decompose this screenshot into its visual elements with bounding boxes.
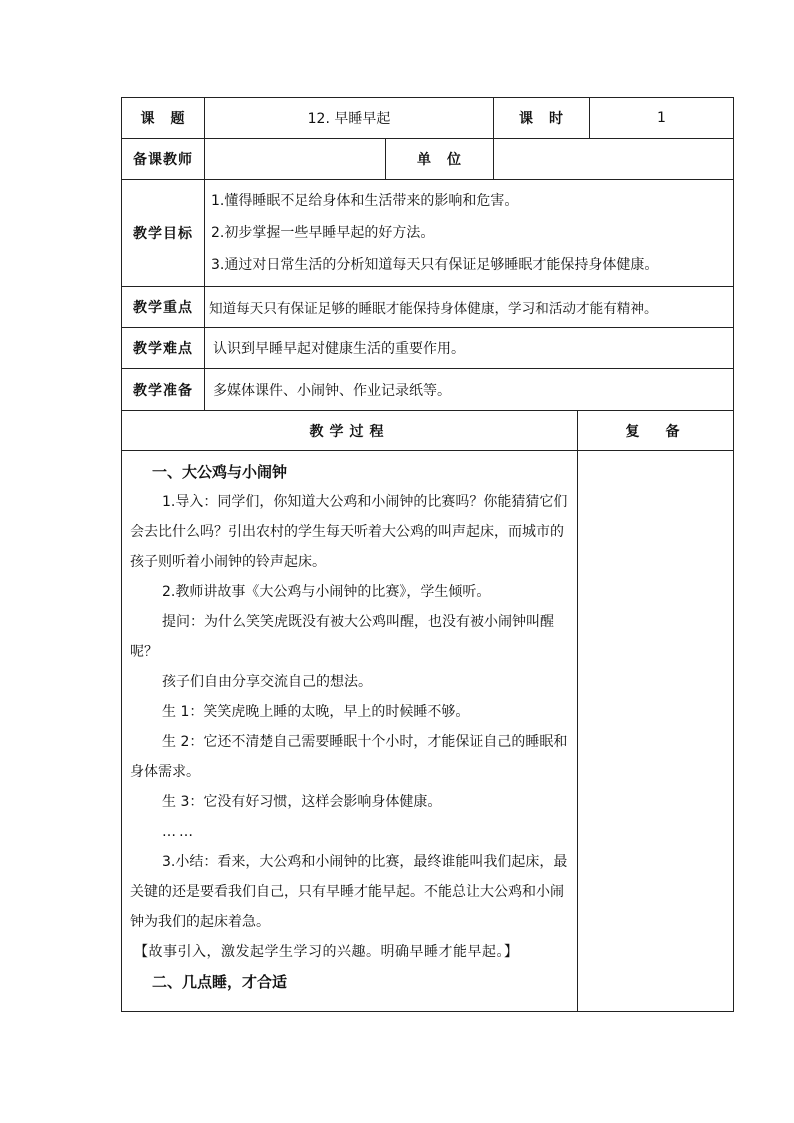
teacher-row <box>122 139 734 180</box>
goal-item: 1.懂得睡眠不足给身体和生活带来的影响和危害。 <box>211 193 519 209</box>
unit-value <box>494 139 734 180</box>
preparation-row <box>122 369 734 411</box>
keypoint-row <box>122 287 734 328</box>
process-paragraph: 生 2：它还不清楚自己需要睡眠十个小时，才能保证自己的睡眠和身体需求。 <box>130 734 568 780</box>
topic-label: 课 题 <box>122 98 205 139</box>
process-paragraph: 提问：为什么笑笑虎既没有被大公鸡叫醒，也没有被小闹钟叫醒呢？ <box>130 614 554 660</box>
process-content <box>122 451 578 1012</box>
lesson-info-table <box>121 97 734 411</box>
section-title: 二、几点睡，才合适 <box>152 973 288 991</box>
process-paragraph: 孩子们自由分享交流自己的想法。 <box>162 674 372 690</box>
keypoint-label: 教学重点 <box>122 287 205 328</box>
ellipsis: …… <box>162 824 196 840</box>
teacher-label: 备课教师 <box>122 139 205 180</box>
difficulty-value: 认识到早睡早起对健康生活的重要作用。 <box>205 328 734 369</box>
process-paragraph: 生 3：它没有好习惯，这样会影响身体健康。 <box>162 794 442 810</box>
review-column <box>578 451 734 1012</box>
unit-label: 单 位 <box>386 139 494 180</box>
preparation-label: 教学准备 <box>122 369 205 411</box>
process-paragraph: 生 1：笑笑虎晚上睡的太晚，早上的时候睡不够。 <box>162 704 470 720</box>
goal-item: 2.初步掌握一些早睡早起的好方法。 <box>211 225 435 241</box>
summary-paragraph: 3.小结：看来，大公鸡和小闹钟的比赛，最终谁能叫我们起床，最关键的还是要看我们自己，只有早睡才能早起。不能总让大公鸡和小闹钟为我们的起床着急。 <box>130 854 568 930</box>
topic-value: 12. 早睡早起 <box>205 98 494 139</box>
goals-label: 教学目标 <box>122 180 205 287</box>
process-header: 教学过程 <box>122 411 578 451</box>
process-body-row <box>122 451 734 1012</box>
design-note: 【故事引入，激发起学生学习的兴趣。明确早睡才能早起。】 <box>134 944 519 960</box>
section-title: 一、大公鸡与小闹钟 <box>152 463 288 481</box>
teaching-process-table <box>121 410 734 1012</box>
preparation-value: 多媒体课件、小闹钟、作业记录纸等。 <box>205 369 734 411</box>
period-value: 1 <box>590 98 734 139</box>
period-label: 课 时 <box>494 98 590 139</box>
goal-item: 3.通过对日常生活的分析知道每天只有保证足够睡眠才能保持身体健康。 <box>211 257 659 273</box>
goals-list <box>205 180 734 287</box>
difficulty-row <box>122 328 734 369</box>
goals-row <box>122 180 734 287</box>
process-paragraph: 2.教师讲故事《大公鸡与小闹钟的比赛》，学生倾听。 <box>162 584 491 600</box>
topic-row <box>122 98 734 139</box>
review-header: 复 备 <box>578 411 734 451</box>
process-paragraph: 1.导入：同学们，你知道大公鸡和小闹钟的比赛吗？你能猜猜它们会去比什么吗？引出农村的学生每天听着大公鸡的叫声起床，而城市的孩子则听着小闹钟的铃声起床。 <box>130 494 568 570</box>
difficulty-label: 教学难点 <box>122 328 205 369</box>
teacher-value <box>205 139 386 180</box>
keypoint-value: 知道每天只有保证足够的睡眠才能保持身体健康，学习和活动才能有精神。 <box>205 287 734 328</box>
process-header-row <box>122 411 734 451</box>
